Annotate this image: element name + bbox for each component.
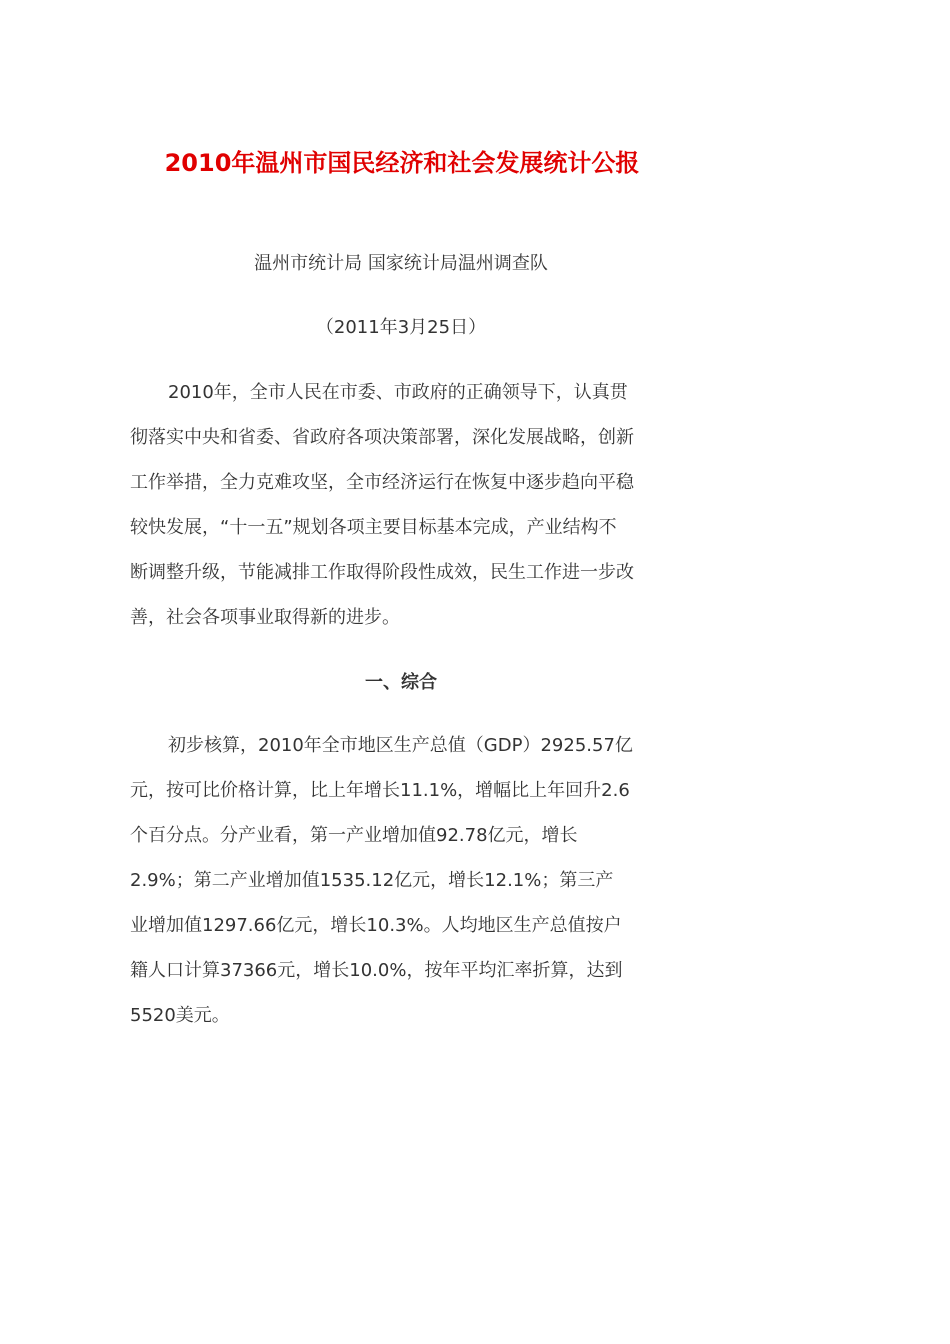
paragraph-line: 籍人口计算37366元，增长10.0%，按年平均汇率折算，达到	[130, 960, 623, 981]
paragraph-line: 2.9%；第二产业增加值1535.12亿元，增长12.1%；第三产	[130, 870, 614, 891]
paragraph-line: 工作举措，全力克难攻坚，全市经济运行在恢复中逐步趋向平稳	[130, 472, 634, 493]
document-author: 温州市统计局 国家统计局温州调查队	[254, 253, 548, 274]
section-heading: 一、综合	[365, 672, 437, 693]
document-date: （2011年3月25日）	[315, 317, 487, 338]
summary-paragraph	[130, 723, 672, 1038]
paragraph-line: 业增加值1297.66亿元，增长10.3%。人均地区生产总值按户	[130, 915, 622, 936]
paragraph-line: 个百分点。分产业看，第一产业增加值92.78亿元，增长	[130, 825, 578, 846]
paragraph-line: 5520美元。	[130, 1005, 230, 1026]
paragraph-line: 2010年，全市人民在市委、市政府的正确领导下，认真贯	[168, 382, 628, 403]
paragraph-line: 断调整升级，节能减排工作取得阶段性成效，民生工作进一步改	[130, 562, 634, 583]
intro-paragraph	[130, 370, 672, 640]
paragraph-line: 彻落实中央和省委、省政府各项决策部署，深化发展战略，创新	[130, 427, 634, 448]
paragraph-line: 善，社会各项事业取得新的进步。	[130, 607, 400, 628]
paragraph-line: 初步核算，2010年全市地区生产总值（GDP）2925.57亿	[168, 735, 633, 756]
document-title: 2010年温州市国民经济和社会发展统计公报	[164, 149, 640, 177]
paragraph-line: 较快发展，“十一五”规划各项主要目标基本完成，产业结构不	[130, 517, 617, 538]
paragraph-line: 元，按可比价格计算，比上年增长11.1%，增幅比上年回升2.6	[130, 780, 630, 801]
